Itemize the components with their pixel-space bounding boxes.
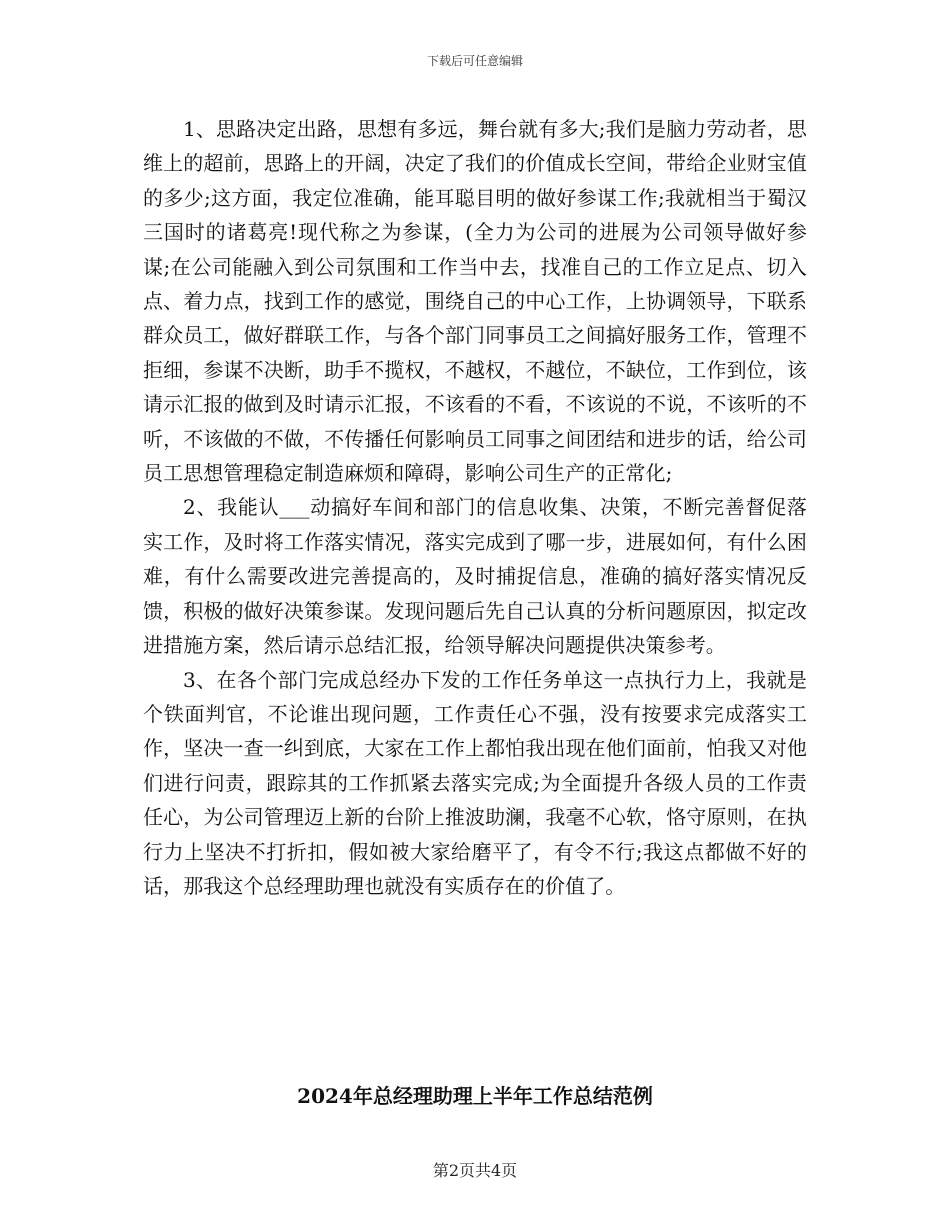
page-footer: 第2页共4页	[432, 1161, 518, 1180]
paragraph-2: 2、我能认___动搞好车间和部门的信息收集、决策，不断完善督促落实工作，及时将工作落实情况，落实完成到了哪一步，进展如何，有什么困难，有什么需要改进完善提高的，及时捕捉信息，准确的搞好落实情况反馈，积极的做好决策参谋。发现问题后先自己认真的分析问题原因，拟定改进措施方案，然后请示总结汇报，给领导解决问题提供决策参考。	[143, 495, 807, 658]
paragraph-3: 3、在各个部门完成总经办下发的工作任务单这一点执行力上，我就是个铁面判官，不论谁出现问题，工作责任心不强，没有按要求完成落实工作，坚决一查一纠到底，大家在工作上都怕我出现在他们面前，怕我又对他们进行问责，跟踪其的工作抓紧去落实完成;为全面提升各级人员的工作责任心，为公司管理迈上新的台阶上推波助澜，我毫不心软，恪守原则，在执行力上坚决不打折扣，假如被大家给磨平了，有令不行;我这点都做不好的话，那我这个总经理助理也就没有实质存在的价值了。	[143, 667, 807, 898]
document-body	[143, 112, 807, 903]
paragraph-1: 1、思路决定出路，思想有多远，舞台就有多大;我们是脑力劳动者，思维上的超前，思路上的开阔，决定了我们的价值成长空间，带给企业财宝值的多少;这方面，我定位准确，能耳聪目明的做好参谋工作;我就相当于蜀汉三国时的诸葛亮!现代称之为参谋，(全力为公司的进展为公司领导做好参谋;在公司能融入到公司氛围和工作当中去，找准自己的工作立足点、切入点、着力点，找到工作的感觉，围绕自己的中心工作，上协调领导，下联系群众员工，做好群联工作，与各个部门同事员工之间搞好服务工作，管理不拒细，参谋不决断，助手不揽权，不越权，不越位，不缺位，工作到位，该请示汇报的做到及时请示汇报，不该看的不看，不该说的不说，不该听的不听，不该做的不做，不传播任何影响员工同事之间团结和进步的话，给公司员工思想管理稳定制造麻烦和障碍，影响公司生产的正常化;	[143, 117, 807, 486]
page-header: 下载后可任意编辑	[426, 54, 523, 68]
document-title: 2024年总经理助理上半年工作总结范例	[297, 1084, 653, 1108]
